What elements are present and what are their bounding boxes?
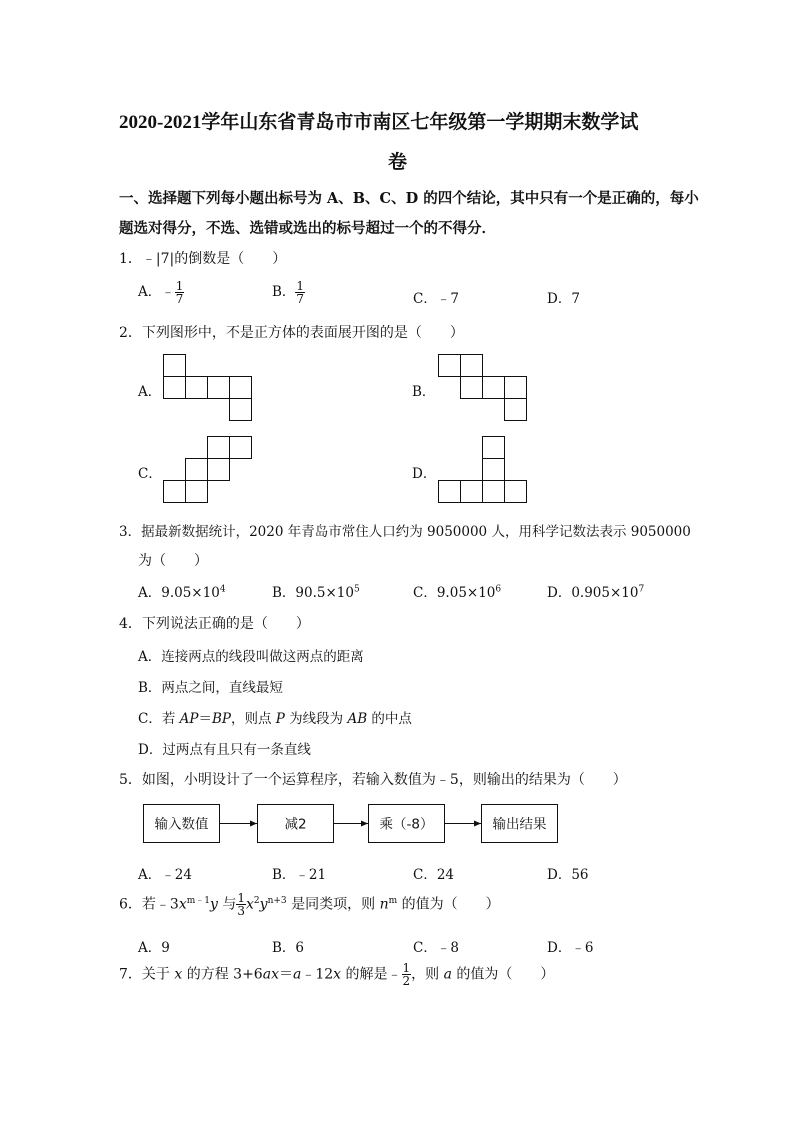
fraction: $\frac{1}{3}$: [237, 891, 246, 918]
q6-option-c: C．﹣8: [413, 940, 459, 956]
section-instructions-line2: 题选对得分，不选、选错或选出的标号超过一个的不得分．: [119, 220, 496, 237]
q2-label-c: C．: [138, 466, 162, 482]
q2-label-a: A．: [138, 384, 162, 400]
q2-label-b: B．: [412, 384, 436, 400]
q1-option-b: B． $\frac{1}{7}$: [272, 279, 305, 306]
exam-title-line1: 2020-2021学年山东省青岛市市南区七年级第一学期期末数学试: [119, 112, 639, 133]
q5-option-a: A．﹣24: [138, 867, 192, 883]
q4-option-d: D．过两点有且只有一条直线: [138, 742, 311, 758]
q1-option-d: D．7: [547, 291, 580, 307]
q6-option-a: A．9: [138, 940, 170, 956]
question-4-stem: 4．下列说法正确的是（ ）: [119, 616, 310, 632]
q4-option-a: A．连接两点的线段叫做这两点的距离: [138, 649, 364, 665]
cube-net-b: [438, 354, 528, 422]
cube-net-a: [163, 354, 253, 422]
question-2-stem: 2．下列图形中，不是正方体的表面展开图的是（ ）: [119, 325, 464, 341]
q6-option-b: B．6: [272, 940, 305, 956]
cube-net-c: [163, 436, 253, 504]
operation-flowchart: [140, 804, 560, 846]
q2-label-d: D．: [412, 466, 437, 482]
q4-option-b: B．两点之间，直线最短: [138, 680, 283, 696]
flow-label-multiply: 乘（-8）: [379, 816, 434, 833]
q3-option-c: C．$9.05\times 10^6$: [413, 584, 502, 601]
fraction: $\frac{1}{7}$: [296, 279, 305, 306]
section-instructions-line1: 一、选择题下列每小题出标号为 A、B、C、D 的四个结论，其中只有一个是正确的，每小: [119, 190, 699, 207]
q1-option-a: A．﹣ $\frac{1}{7}$: [138, 279, 184, 306]
q3-option-a: A．$9.05\times 10^4$: [138, 584, 226, 601]
question-6-stem: 6．若$﹣3x^{m﹣1}y$ 与 $\frac{1}{3}$ $x^2y^{n+3}$ 是同类项，则 $n^m$ 的值为（ ）: [119, 891, 500, 918]
flow-label-output: 输出结果: [492, 816, 547, 833]
fraction: $\frac{1}{7}$: [175, 279, 184, 306]
q6-option-d: D．﹣6: [547, 940, 594, 956]
question-7-stem: 7．关于 x 的方程 3+6ax＝a﹣12x 的解是﹣ $\frac{1}{2}$ ，则 a 的值为（ ）: [119, 961, 555, 988]
flow-label-subtract: 减2: [284, 816, 307, 833]
q1-option-c: C．﹣7: [413, 291, 459, 307]
q5-option-d: D．56: [547, 867, 589, 883]
q4-option-c: C．若 AP＝BP，则点 P 为线段为 AB 的中点: [138, 711, 412, 727]
q3-option-b: B．$90.5\times 10^5$: [272, 584, 360, 601]
fraction: $\frac{1}{2}$: [402, 961, 411, 988]
q5-option-c: C．24: [413, 867, 455, 883]
q3-option-d: D．$0.905\times 10^7$: [547, 584, 645, 601]
question-1-stem: 1．﹣|7|的倒数是（ ）: [119, 251, 287, 267]
exam-title-line2: 卷: [388, 152, 408, 173]
question-3-stem-line1: 3．据最新数据统计，2020 年青岛市常住人口约为 9050000 人，用科学记数法表示 9050000: [119, 524, 691, 540]
question-5-stem: 5．如图，小明设计了一个运算程序，若输入数值为﹣5，则输出的结果为（ ）: [119, 772, 627, 788]
flow-label-input: 输入数值: [154, 816, 209, 833]
question-3-stem-line2: 为（ ）: [138, 553, 208, 569]
q5-option-b: B．﹣21: [272, 867, 327, 883]
cube-net-d: [438, 436, 528, 504]
